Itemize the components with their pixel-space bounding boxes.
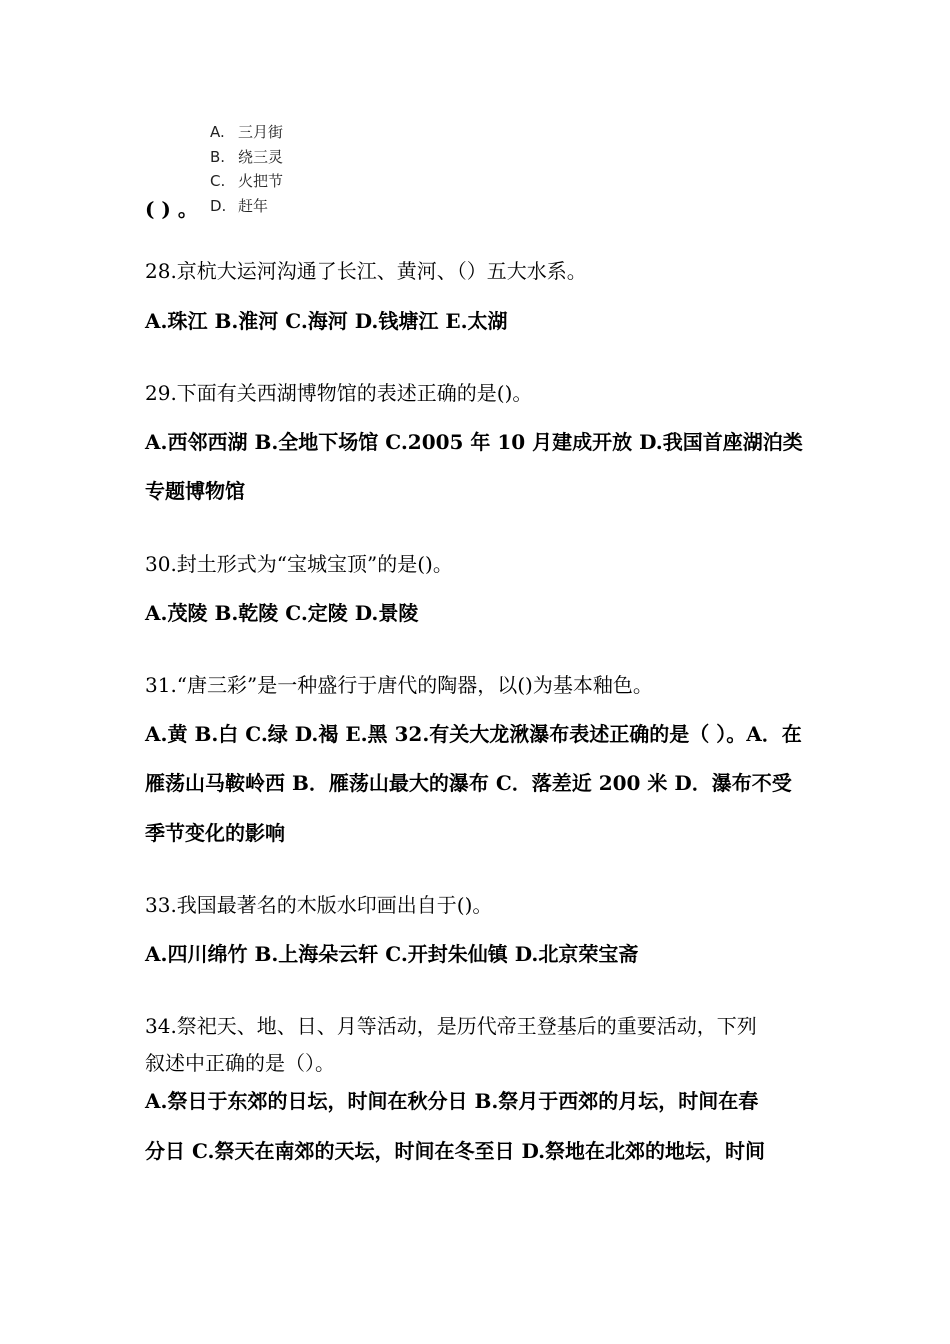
q31-options-line3: 季节变化的影响 [145, 821, 285, 845]
q27-answer-paren: ( ) 。 [145, 197, 198, 221]
q29-stem: 29.下面有关西湖博物馆的表述正确的是()。 [145, 381, 533, 405]
q27-option-a: A. 三月街 [210, 123, 284, 141]
q31-options-line1: A.黄 B.白 C.绿 D.褐 E.黑 32.有关大龙湫瀑布表述正确的是（ ）。A．在 [145, 722, 802, 746]
q27-option-d: D. 赶年 [210, 196, 269, 215]
q28-stem: 28.京杭大运河沟通了长江、黄河、（）五大水系。 [145, 259, 587, 283]
q27-option-c: C. 火把节 [210, 172, 284, 190]
q30-stem: 30.封土形式为“宝城宝顶”的是()。 [145, 552, 453, 576]
q31-options-line2: 雁荡山马鞍岭西 B．雁荡山最大的瀑布 C．落差近 200 米 D．瀑布不受 [145, 771, 792, 795]
q31-stem: 31.“唐三彩”是一种盛行于唐代的陶器，以()为基本釉色。 [145, 673, 653, 697]
q34-options-line1: A.祭日于东郊的日坛，时间在秋分日 B.祭月于西郊的月坛，时间在春 [145, 1089, 759, 1113]
q34-options-line2: 分日 C.祭天在南郊的天坛，时间在冬至日 D.祭地在北郊的地坛，时间 [145, 1139, 766, 1163]
q28-options: A.珠江 B.淮河 C.海河 D.钱塘江 E.太湖 [145, 309, 508, 333]
q34-stem-line2: 叙述中正确的是（）。 [145, 1051, 335, 1075]
q33-stem: 33.我国最著名的木版水印画出自于()。 [145, 893, 493, 917]
q27-option-b: B. 绕三灵 [210, 147, 284, 166]
q33-options: A.四川绵竹 B.上海朵云轩 C.开封朱仙镇 D.北京荣宝斋 [145, 942, 639, 966]
q30-options: A.茂陵 B.乾陵 C.定陵 D.景陵 [145, 601, 419, 625]
q29-options-line2: 专题博物馆 [145, 479, 245, 503]
q34-stem-line1: 34.祭祀天、地、日、月等活动，是历代帝王登基后的重要活动，下列 [145, 1014, 757, 1038]
q27-options [210, 120, 283, 218]
q29-options-line1: A.西邻西湖 B.全地下场馆 C.2005 年 10 月建成开放 D.我国首座湖泊类 [145, 430, 803, 454]
